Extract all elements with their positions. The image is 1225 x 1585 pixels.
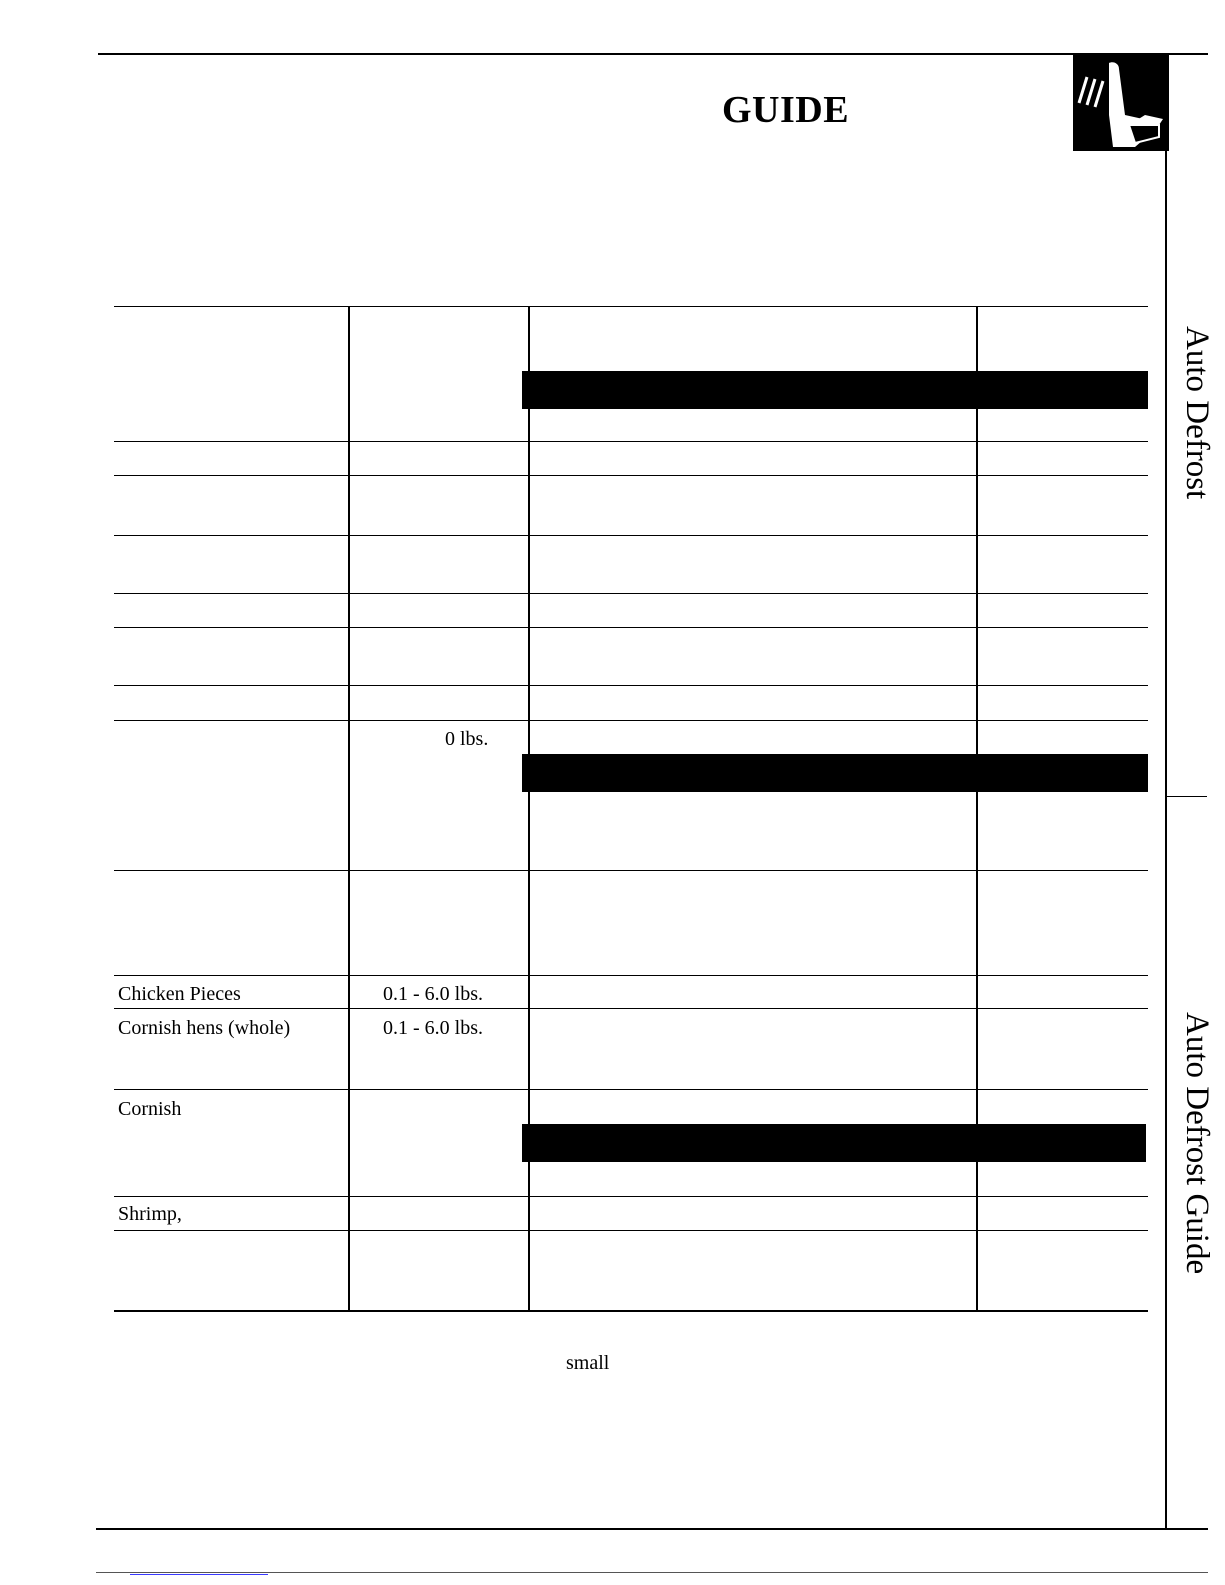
table-row-weight: 0.1 - 6.0 lbs. <box>383 983 483 1005</box>
table-row-weight: 0.1 - 6.0 lbs. <box>383 1017 483 1039</box>
table-row-food: Cornish hens (whole) <box>118 1017 291 1039</box>
table-row-food: Cornish <box>118 1098 182 1120</box>
hand-pressing-button-icon <box>1073 55 1169 151</box>
page-bottom-accent <box>130 1574 268 1575</box>
tab-divider <box>1167 796 1207 797</box>
table-row-food: Chicken Pieces <box>118 983 241 1005</box>
page-title: GUIDE <box>722 89 850 131</box>
right-edge-rule <box>1165 145 1167 1530</box>
page-bottom-thin-rule <box>96 1572 1208 1573</box>
page-top-rule <box>98 53 1208 55</box>
page-bottom-rule <box>96 1528 1208 1530</box>
side-tab-auto-defrost: Auto Defrost <box>1179 326 1215 500</box>
side-tab-auto-defrost-guide: Auto Defrost Guide <box>1179 1012 1215 1275</box>
table-row-food: Shrimp, <box>118 1203 182 1225</box>
table-row-weight: 0 lbs. <box>445 728 489 750</box>
footer-note: small <box>566 1352 610 1374</box>
